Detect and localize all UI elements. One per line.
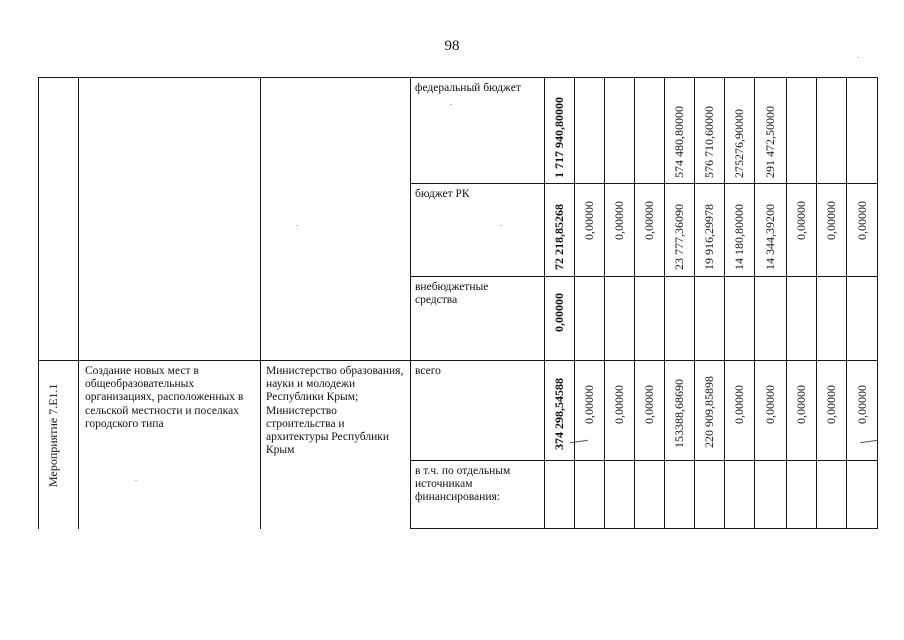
table-top-border — [38, 77, 878, 78]
total-value: 0,00000 — [552, 293, 566, 332]
scan-speck — [500, 225, 502, 226]
page-number: 98 — [444, 38, 460, 54]
col-divider — [410, 77, 411, 529]
year-value: 23 777,36090 — [672, 204, 686, 270]
scan-speck — [857, 57, 859, 58]
col-divider — [260, 77, 261, 529]
col-divider — [724, 77, 725, 529]
total-value: 72 218,85268 — [552, 204, 566, 270]
year-value: 0,00000 — [824, 201, 838, 240]
year-value: 220 909,85898 — [702, 376, 716, 448]
year-value: 0,00000 — [582, 201, 596, 240]
row-divider — [410, 460, 878, 461]
year-value: 0,00000 — [824, 385, 838, 424]
source-label: в т.ч. по отдельным источникам финансирования: — [415, 465, 511, 504]
col-divider — [38, 77, 39, 529]
year-value: 291 472,50000 — [763, 106, 777, 178]
year-value: 0,00000 — [732, 385, 746, 424]
col-divider — [694, 77, 695, 529]
measure-label: Мероприятие 7.Е1.1 — [46, 383, 60, 487]
year-value: 0,00000 — [582, 385, 596, 424]
scan-mark — [860, 440, 878, 443]
source-label: бюджет РК — [415, 188, 470, 200]
col-divider — [664, 77, 665, 529]
year-value: 14 344,39200 — [763, 204, 777, 270]
year-value: 153388,68690 — [672, 379, 686, 448]
year-value: 275276,90000 — [732, 109, 746, 178]
total-value: 374 298,54588 — [552, 378, 566, 450]
measure-name: Создание новых мест в общеобразовательных организациях, расположенных в сельской местности и поселках городского типа — [85, 365, 244, 430]
year-value: 0,00000 — [642, 201, 656, 240]
row-divider — [410, 276, 878, 277]
year-value: 0,00000 — [855, 201, 869, 240]
col-divider — [877, 77, 878, 529]
block-divider — [38, 360, 878, 361]
source-label: внебюджетные средства — [415, 281, 489, 307]
scan-mark — [570, 440, 588, 443]
measure-executor: Министерство образования, науки и молодежи Республики Крым; Министерство строительства и архитектуры Республики Крым — [266, 365, 404, 457]
source-label: всего — [415, 365, 441, 377]
source-label: федеральный бюджет — [415, 82, 521, 94]
col-divider — [544, 77, 545, 529]
col-divider — [754, 77, 755, 529]
col-divider — [604, 77, 605, 529]
row-divider — [410, 183, 878, 184]
col-divider — [816, 77, 817, 529]
col-divider — [846, 77, 847, 529]
year-value: 0,00000 — [763, 385, 777, 424]
year-value: 19 916,29978 — [702, 204, 716, 270]
total-value: 1 717 940,80000 — [552, 97, 566, 178]
year-value: 0,00000 — [612, 385, 626, 424]
year-value: 0,00000 — [855, 385, 869, 424]
col-divider — [634, 77, 635, 529]
year-value: 574 480,80000 — [672, 106, 686, 178]
year-value: 0,00000 — [794, 385, 808, 424]
scan-speck — [135, 480, 137, 481]
year-value: 0,00000 — [794, 201, 808, 240]
scan-speck — [450, 104, 452, 105]
table-bottom-border — [410, 528, 878, 529]
scan-speck — [296, 225, 298, 226]
col-divider — [78, 77, 79, 529]
year-value: 0,00000 — [642, 385, 656, 424]
col-divider — [574, 77, 575, 529]
year-value: 14 180,80000 — [732, 204, 746, 270]
year-value: 0,00000 — [612, 201, 626, 240]
year-value: 576 710,60000 — [702, 106, 716, 178]
col-divider — [786, 77, 787, 529]
